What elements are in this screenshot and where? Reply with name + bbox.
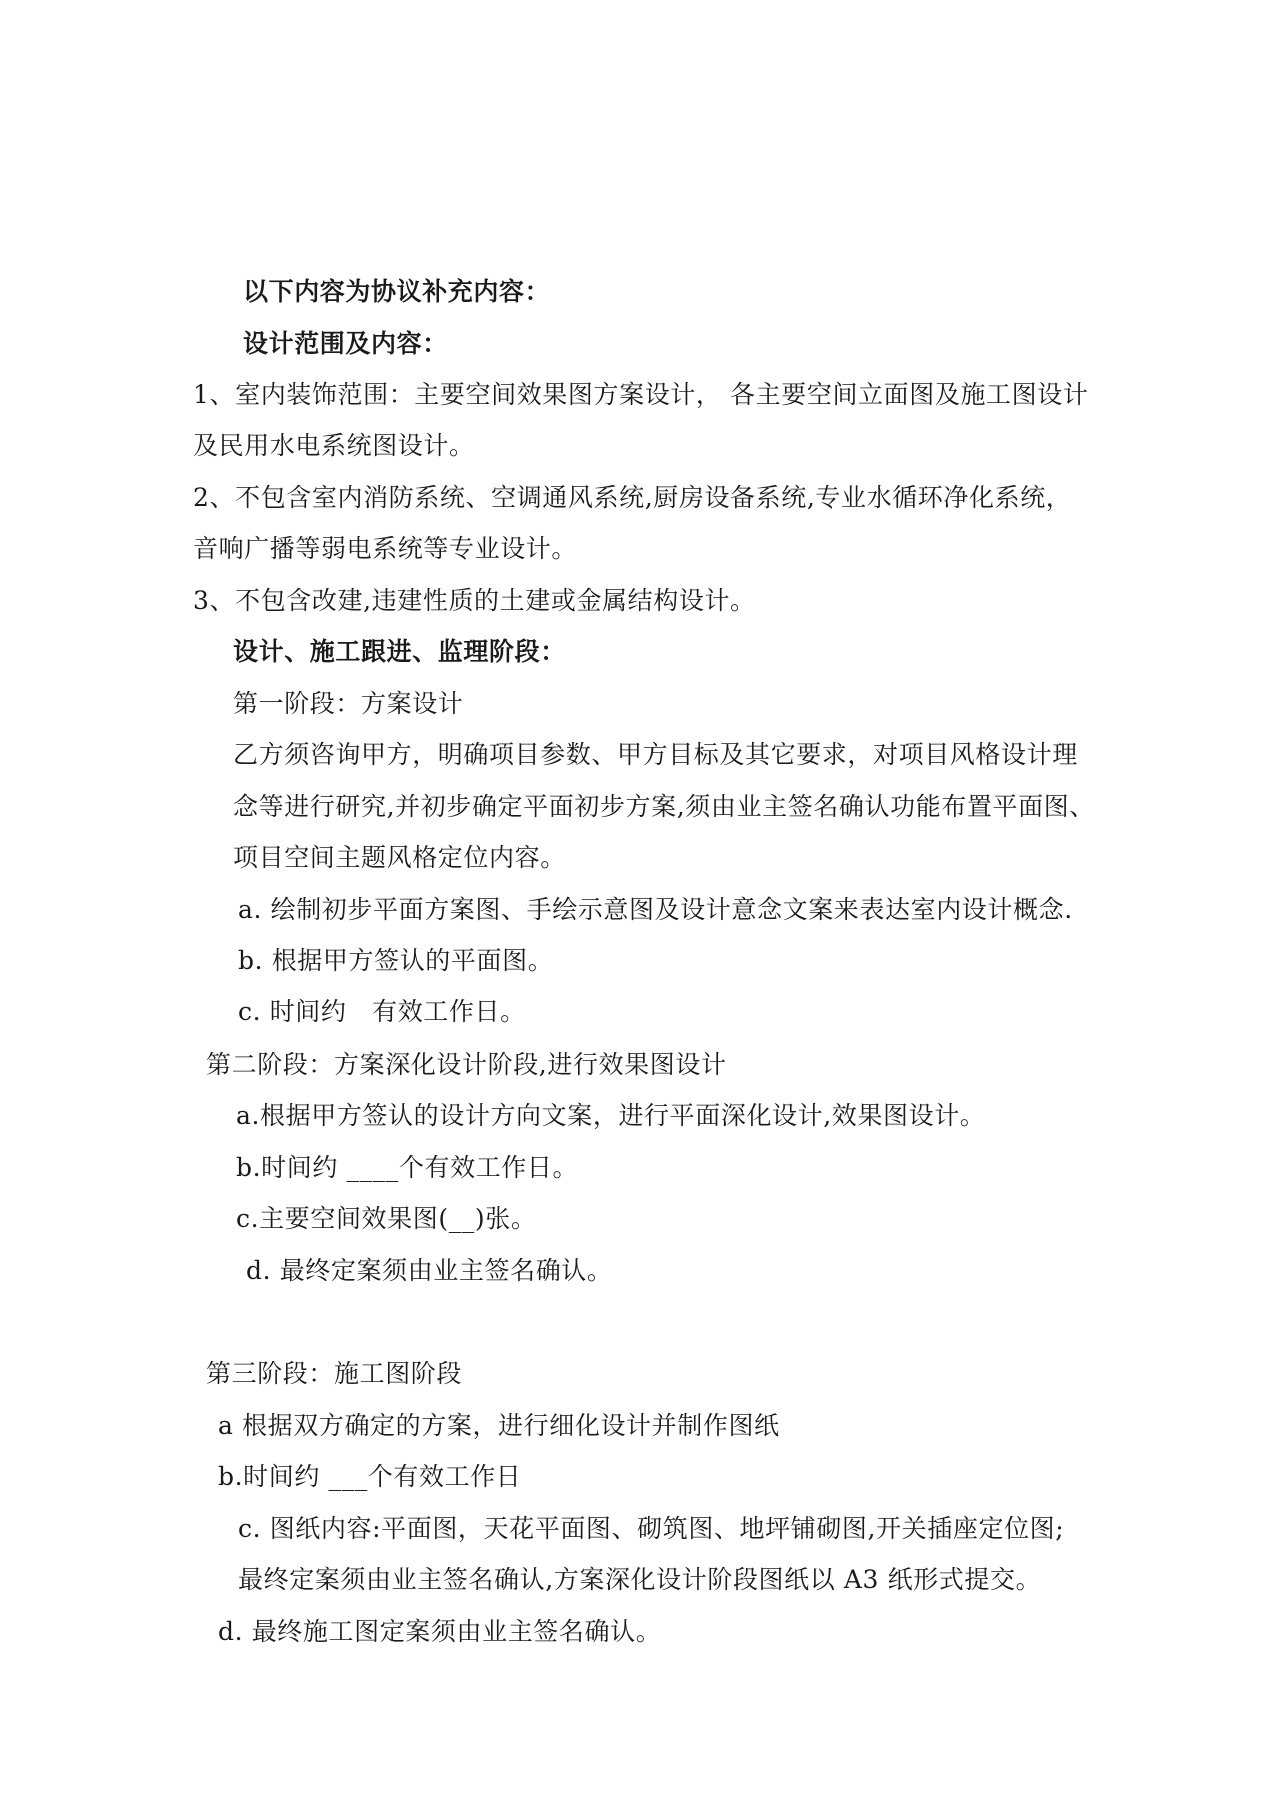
- phase1-paragraph-line-3: 项目空间主题风格定位内容。: [233, 843, 566, 872]
- phase1-title: 第一阶段：方案设计: [233, 689, 464, 718]
- phase3-title: 第三阶段：施工图阶段: [206, 1359, 463, 1388]
- scope-item-2-line-2: 音响广播等弱电系统等专业设计。: [193, 534, 578, 563]
- phase2-item-b: b.时间约 ____个有效工作日。: [236, 1153, 579, 1182]
- phase1-paragraph-line-1: 乙方须咨询甲方，明确项目参数、甲方目标及其它要求，对项目风格设计理: [233, 740, 1078, 769]
- intro-heading: 以下内容为协议补充内容：: [243, 277, 551, 306]
- scope-item-1-line-2: 及民用水电系统图设计。: [193, 431, 475, 460]
- scope-item-1-line-1: 1、室内装饰范围：主要空间效果图方案设计， 各主要空间立面图及施工图设计: [193, 380, 1089, 409]
- scope-heading: 设计范围及内容：: [243, 329, 448, 358]
- phase3-item-b: b.时间约 ___个有效工作日: [218, 1462, 522, 1491]
- phase3-item-c-line-2: 最终定案须由业主签名确认,方案深化设计阶段图纸以 A3 纸形式提交。: [238, 1565, 1042, 1594]
- phase1-item-c: c. 时间约 有效工作日。: [238, 997, 526, 1026]
- phase2-item-d: d. 最终定案须由业主签名确认。: [246, 1256, 613, 1285]
- phase3-item-d: d. 最终施工图定案须由业主签名确认。: [218, 1617, 662, 1646]
- phase3-item-c-line-1: c. 图纸内容:平面图，天花平面图、砌筑图、地坪铺砌图,开关插座定位图;: [238, 1514, 1065, 1543]
- scope-item-3: 3、不包含改建,违建性质的土建或金属结构设计。: [193, 586, 756, 615]
- phase1-paragraph-line-2: 念等进行研究,并初步确定平面初步方案,须由业主签名确认功能布置平面图、: [233, 792, 1095, 821]
- phase1-item-a: a. 绘制初步平面方案图、手绘示意图及设计意念文案来表达室内设计概念.: [238, 895, 1073, 924]
- phase2-title: 第二阶段：方案深化设计阶段,进行效果图设计: [206, 1050, 727, 1079]
- phase3-item-a: a 根据双方确定的方案，进行细化设计并制作图纸: [218, 1411, 780, 1440]
- phase2-item-c: c.主要空间效果图(__)张。: [236, 1204, 537, 1233]
- phase1-item-b: b. 根据甲方签认的平面图。: [238, 946, 554, 975]
- phase2-item-a: a.根据甲方签认的设计方向文案，进行平面深化设计,效果图设计。: [236, 1101, 986, 1130]
- scope-item-2-line-1: 2、不包含室内消防系统、空调通风系统,厨房设备系统,专业水循环净化系统，: [193, 483, 1072, 512]
- phases-heading: 设计、施工跟进、监理阶段：: [233, 637, 566, 666]
